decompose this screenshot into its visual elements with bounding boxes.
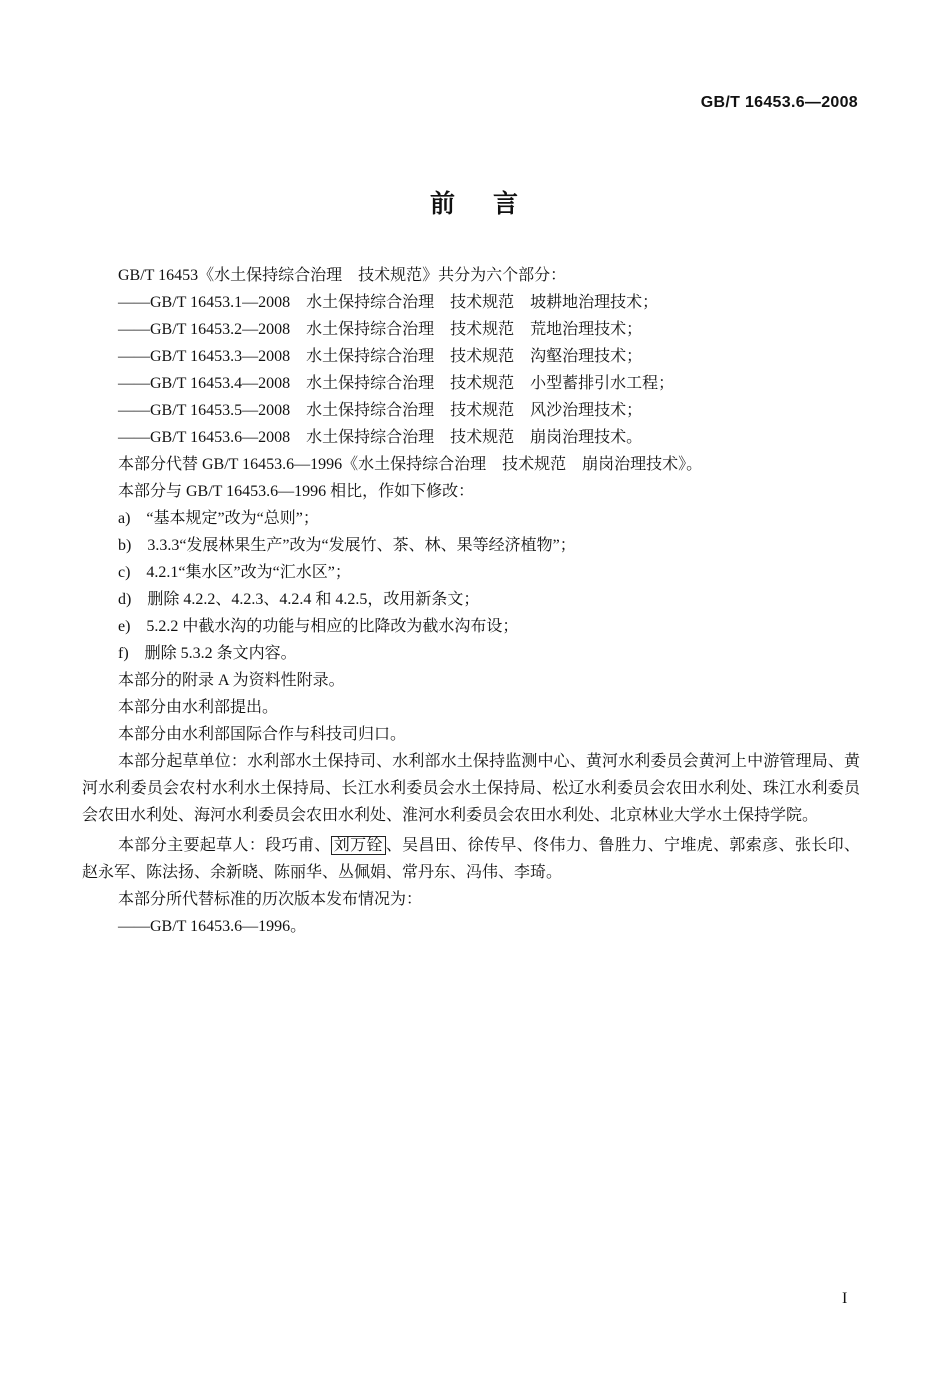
- part-item: ——GB/T 16453.1—2008 水土保持综合治理 技术规范 坡耕地治理技术；: [118, 294, 659, 311]
- page-title: [0, 184, 950, 220]
- history-item: ——GB/T 16453.6—1996。: [118, 918, 307, 935]
- change-item: f) 删除 5.3.2 条文内容。: [118, 645, 297, 662]
- change-item: e) 5.2.2 中截水沟的功能与相应的比降改为截水沟布设；: [118, 618, 519, 635]
- boxed-drafter-name: 刘万铨: [331, 836, 386, 855]
- title-char-1: 前: [429, 191, 457, 218]
- title-char-2: 言: [493, 191, 521, 218]
- drafters-rest: 、吴昌田、徐传早、佟伟力、鲁胜力、宁堆虎、郭索彦、张长印、赵永军、陈法扬、余新晓、陈丽华、丛佩娟、常丹东、冯伟、李琦。: [82, 837, 860, 881]
- change-item: b) 3.3.3“发展林果生产”改为“发展竹、茶、林、果等经济植物”；: [118, 537, 576, 554]
- drafters-prefix: 本部分主要起草人：段巧甫、: [118, 837, 331, 854]
- standard-number-header: GB/T 16453.6—2008: [700, 94, 858, 111]
- drafters-paragraph: [82, 832, 860, 886]
- intro-line: GB/T 16453《水土保持综合治理 技术规范》共分为六个部分：: [118, 267, 567, 284]
- change-item: c) 4.2.1“集水区”改为“汇水区”；: [118, 564, 351, 581]
- part-item: ——GB/T 16453.5—2008 水土保持综合治理 技术规范 风沙治理技术；: [118, 402, 643, 419]
- change-item: a) “基本规定”改为“总则”；: [118, 510, 319, 527]
- page-number: I: [842, 1290, 848, 1307]
- foreword-body: [82, 262, 860, 940]
- change-item: d) 删除 4.2.2、4.2.3、4.2.4 和 4.2.5，改用新条文；: [118, 591, 480, 608]
- appendix-line: 本部分的附录 A 为资料性附录。: [118, 672, 345, 689]
- part-item: ——GB/T 16453.4—2008 水土保持综合治理 技术规范 小型蓄排引水工程；: [118, 375, 675, 392]
- replaces-line: 本部分代替 GB/T 16453.6—1996《水土保持综合治理 技术规范 崩岗治理技术》。: [118, 456, 703, 473]
- part-item: ——GB/T 16453.6—2008 水土保持综合治理 技术规范 崩岗治理技术。: [118, 429, 643, 446]
- part-item: ——GB/T 16453.2—2008 水土保持综合治理 技术规范 荒地治理技术；: [118, 321, 643, 338]
- history-intro-line: 本部分所代替标准的历次版本发布情况为：: [118, 891, 423, 908]
- proposed-line: 本部分由水利部提出。: [118, 699, 279, 716]
- centralized-line: 本部分由水利部国际合作与科技司归口。: [118, 726, 407, 743]
- part-item: ——GB/T 16453.3—2008 水土保持综合治理 技术规范 沟壑治理技术；: [118, 348, 643, 365]
- drafting-units-paragraph: 本部分起草单位：水利部水土保持司、水利部水土保持监测中心、黄河水利委员会黄河上中游管理局、黄河水利委员会农村水利水土保持局、长江水利委员会水土保持局、松辽水利委员会农田水利处、珠江水利委员会农田水利处、海河水利委员会农田水利处、淮河水利委员会农田水利处、北京林业大学水土保持学院。: [82, 753, 860, 824]
- compare-line: 本部分与 GB/T 16453.6—1996 相比，作如下修改：: [118, 483, 475, 500]
